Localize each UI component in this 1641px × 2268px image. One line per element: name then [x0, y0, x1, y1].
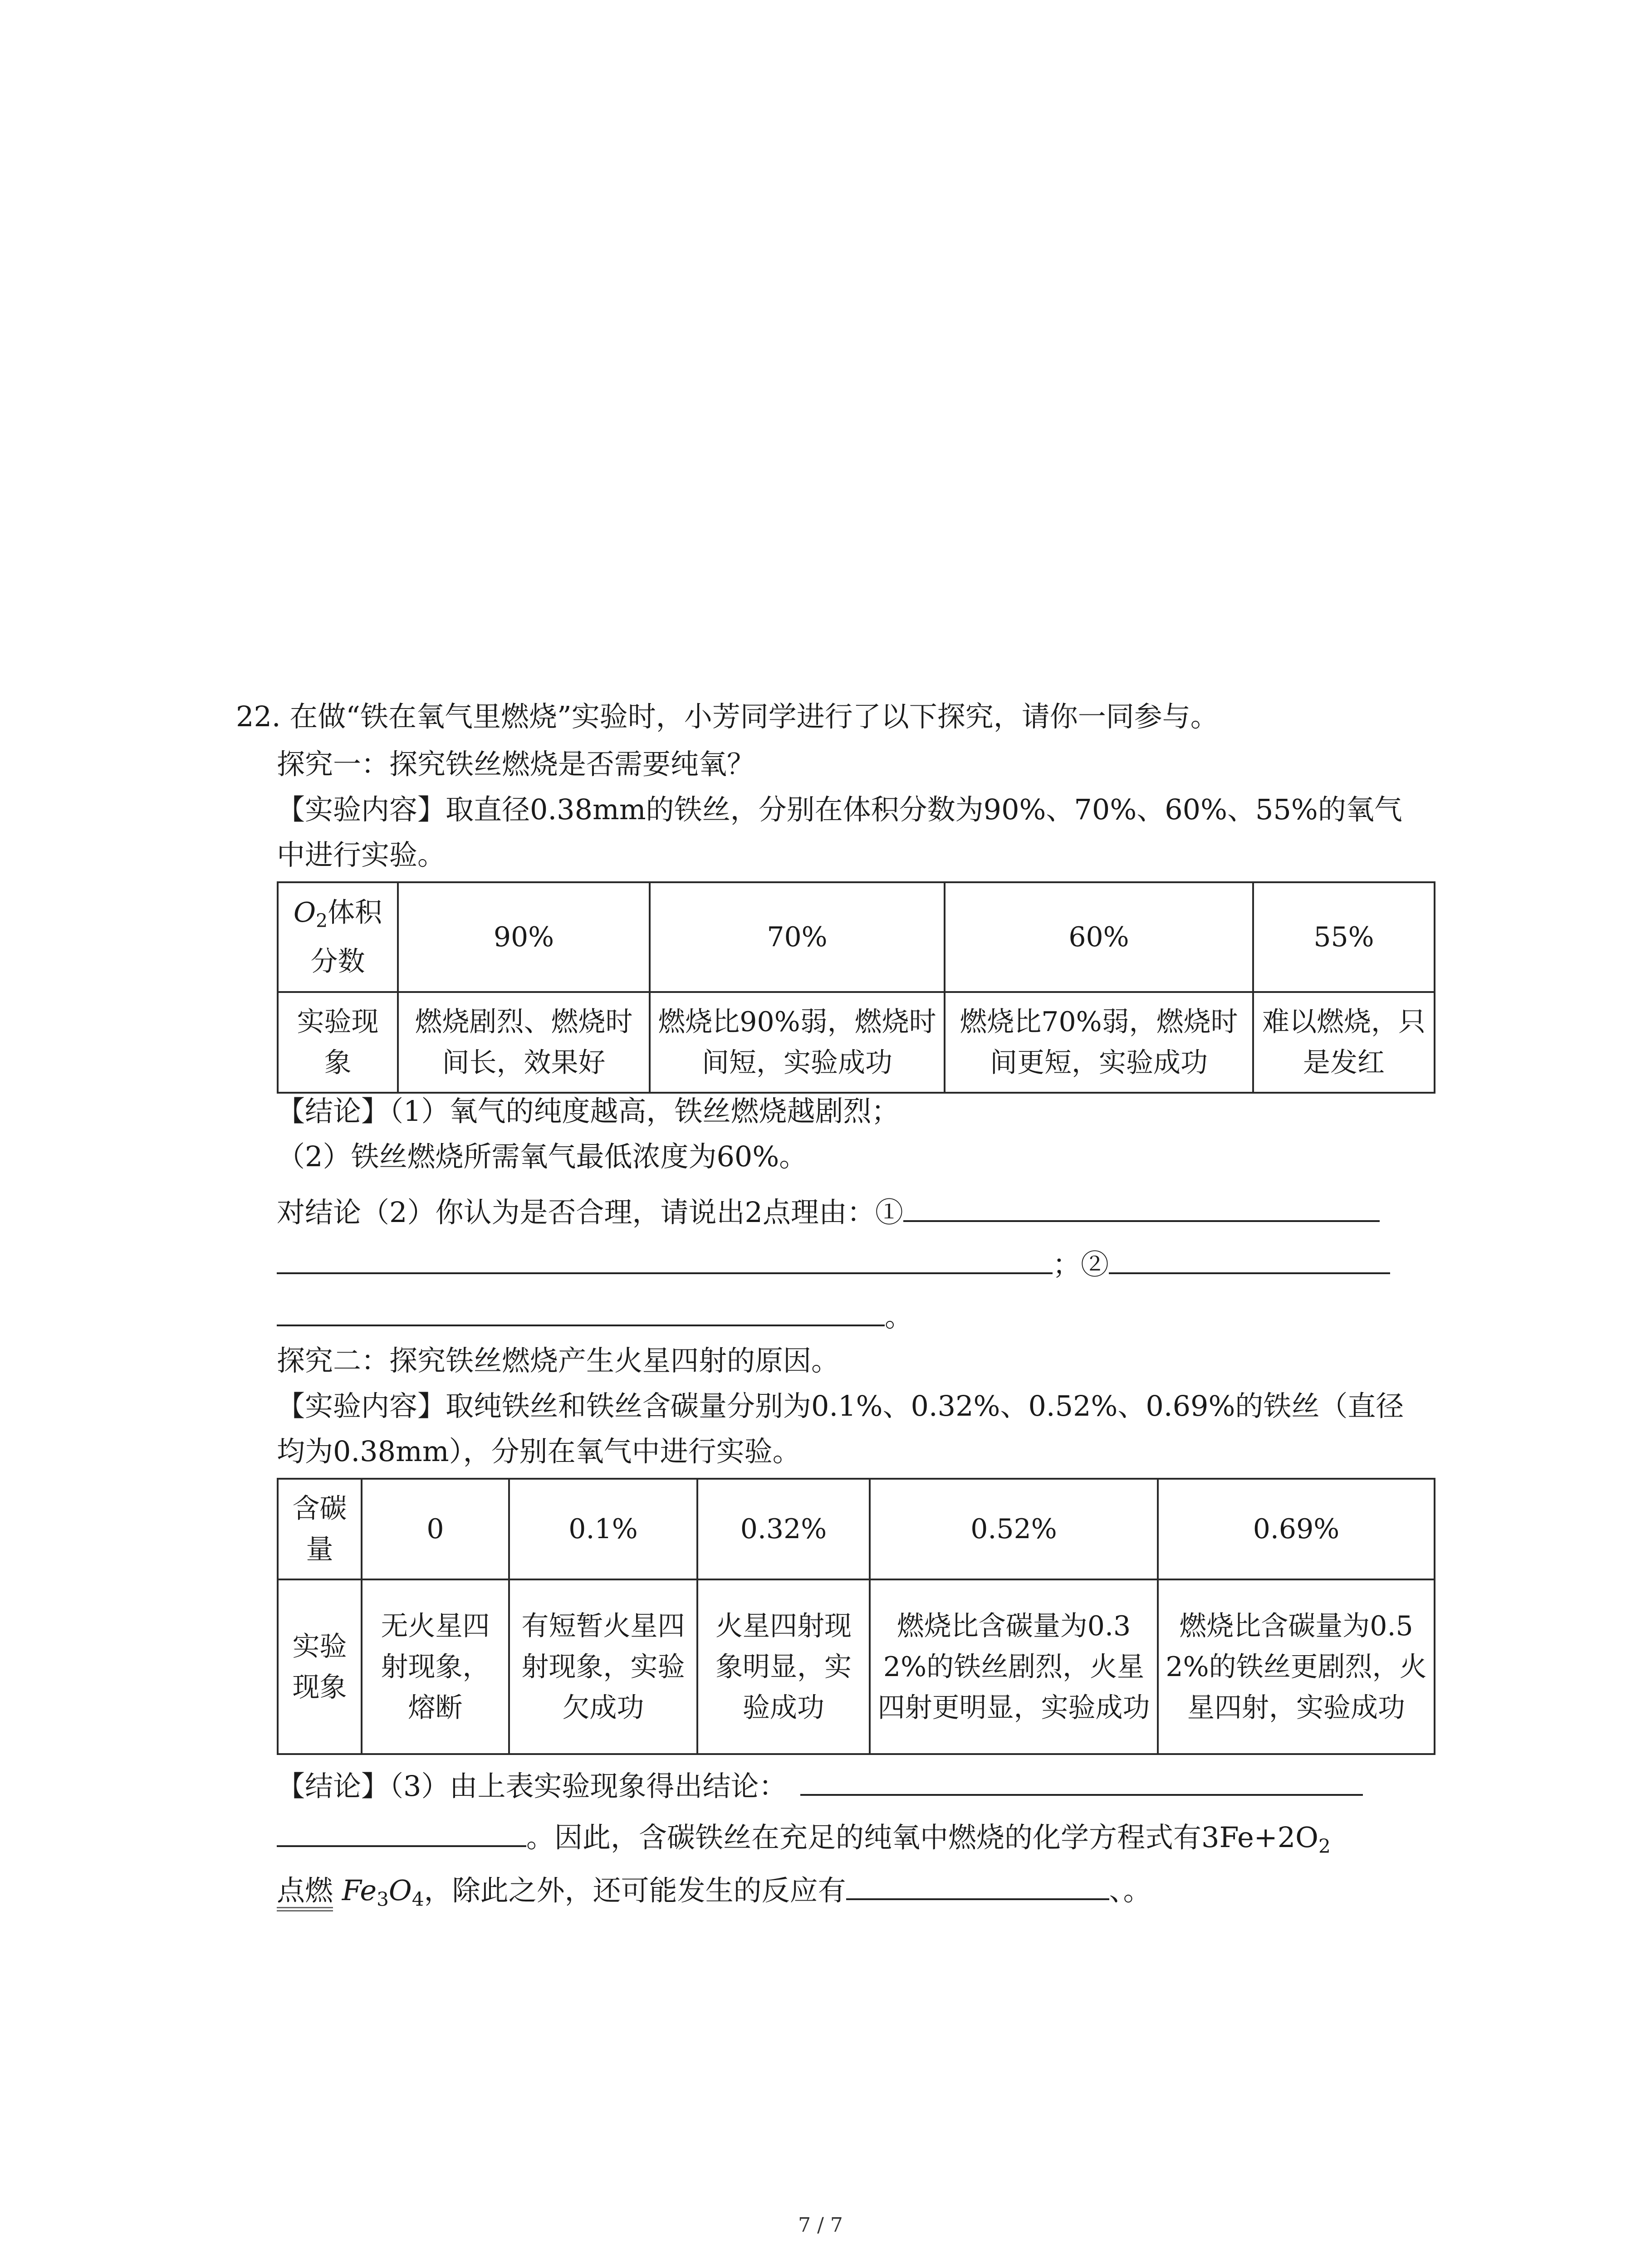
reason-separator: ；②: [1053, 1248, 1109, 1281]
product-fe: Fe: [342, 1874, 377, 1907]
reason-question: [277, 1188, 1380, 1233]
carbon-row-label: 实验现象: [278, 1579, 362, 1754]
inquiry1-content-line2: 中进行实验。: [277, 838, 446, 871]
other-reactions-text: ，除此之外，还可能发生的反应有: [424, 1874, 846, 1907]
reason-line-2: [277, 1241, 1390, 1285]
inquiry2-content-line1: 【实验内容】取纯铁丝和铁丝含碳量分别为0.1%、0.32%、0.52%、0.69%的铁丝（直径: [277, 1389, 1404, 1422]
reason-line-3: [277, 1293, 913, 1337]
question-intro: 22. 在做“铁在氧气里燃烧”实验时，小芳同学进行了以下探究，请你一同参与。: [236, 700, 1219, 733]
oxygen-phenomenon-cell: 难以燃烧，只是发红: [1253, 992, 1435, 1093]
carbon-col-header: 0.1%: [509, 1479, 697, 1579]
conclusion-3-text: 【结论】（3）由上表实验现象得出结论：: [277, 1769, 787, 1803]
reaction-end: 、。: [1109, 1874, 1151, 1907]
answer-blank-reason-1-cont[interactable]: [277, 1241, 1053, 1274]
equation-o2-subscript: 2: [1318, 1835, 1331, 1857]
equation-line: [277, 1813, 1331, 1867]
oxygen-table-phenomenon-row: [278, 992, 1435, 1093]
ignite-condition: 点燃: [277, 1874, 333, 1911]
answer-blank-other-reaction[interactable]: [846, 1867, 1109, 1900]
oxygen-col-header: 60%: [945, 882, 1253, 992]
carbon-col-header: 0.32%: [697, 1479, 870, 1579]
oxygen-phenomenon-cell: 燃烧比90%弱，燃烧时间短，实验成功: [650, 992, 945, 1093]
equation-text: 。因此，含碳铁丝在充足的纯氧中燃烧的化学方程式有3Fe+2O: [526, 1821, 1318, 1854]
answer-blank-reason-1[interactable]: [903, 1188, 1380, 1222]
inquiry1-content-line1: 【实验内容】取直径0.38mm的铁丝，分别在体积分数为90%、70%、60%、55%的氧气: [277, 793, 1402, 826]
carbon-col-header: 0: [362, 1479, 509, 1579]
inquiry2-content-line2: 均为0.38mm），分别在氧气中进行实验。: [277, 1435, 801, 1468]
carbon-col-header: 0.69%: [1158, 1479, 1435, 1579]
oxygen-phenomenon-cell: 燃烧比70%弱，燃烧时间更短，实验成功: [945, 992, 1253, 1093]
carbon-table-phenomenon-row: [278, 1579, 1435, 1754]
oxygen-col-header: 55%: [1253, 882, 1435, 992]
page-number: 7 / 7: [798, 2214, 843, 2237]
answer-blank-conclusion[interactable]: [800, 1762, 1363, 1796]
oxygen-symbol: O: [293, 896, 316, 929]
oxygen-col-header: 70%: [650, 882, 945, 992]
reaction-line: [277, 1867, 1151, 1920]
carbon-phenomenon-cell: 有短暂火星四射现象，实验欠成功: [509, 1579, 697, 1754]
answer-blank-conclusion-cont[interactable]: [277, 1813, 526, 1847]
oxygen-row-label: 实验现象: [278, 992, 398, 1093]
carbon-header-cell: 含碳量: [278, 1479, 362, 1579]
carbon-phenomenon-cell: 燃烧比含碳量为0.52%的铁丝更剧烈，火星四射，实验成功: [1158, 1579, 1435, 1754]
reason-question-text: 对结论（2）你认为是否合理，请说出2点理由：①: [277, 1196, 903, 1229]
oxygen-header-cell: [278, 882, 398, 992]
carbon-phenomenon-cell: 火星四射现象明显，实验成功: [697, 1579, 870, 1754]
product-o: O: [388, 1874, 412, 1907]
product-sub-4: 4: [411, 1888, 424, 1911]
oxygen-col-header: 90%: [398, 882, 650, 992]
oxygen-phenomenon-cell: 燃烧剧烈、燃烧时间长，效果好: [398, 992, 650, 1093]
conclusion-3: [277, 1762, 1363, 1807]
oxygen-subscript: 2: [316, 910, 328, 932]
answer-blank-reason-2-cont[interactable]: [277, 1293, 885, 1326]
carbon-table-header-row: [278, 1479, 1435, 1579]
inquiry2-title: 探究二：探究铁丝燃烧产生火星四射的原因。: [277, 1344, 840, 1377]
conclusion-1: 【结论】（1）氧气的纯度越高，铁丝燃烧越剧烈；: [277, 1095, 900, 1128]
oxygen-table-header-row: [278, 882, 1435, 992]
product-sub-3: 3: [377, 1888, 389, 1911]
oxygen-header-label: 体积分数: [310, 896, 382, 978]
conclusion-2: （2）铁丝燃烧所需氧气最低浓度为60%。: [277, 1140, 808, 1173]
carbon-phenomenon-cell: 无火星四射现象，熔断: [362, 1579, 509, 1754]
carbon-phenomenon-cell: 燃烧比含碳量为0.32%的铁丝剧烈，火星四射更明显，实验成功: [870, 1579, 1158, 1754]
carbon-col-header: 0.52%: [870, 1479, 1158, 1579]
reason-end: 。: [885, 1300, 913, 1333]
inquiry1-title: 探究一：探究铁丝燃烧是否需要纯氧？: [277, 748, 755, 781]
answer-blank-reason-2[interactable]: [1109, 1241, 1390, 1274]
oxygen-table: [277, 881, 1435, 1094]
carbon-table: [277, 1478, 1435, 1755]
